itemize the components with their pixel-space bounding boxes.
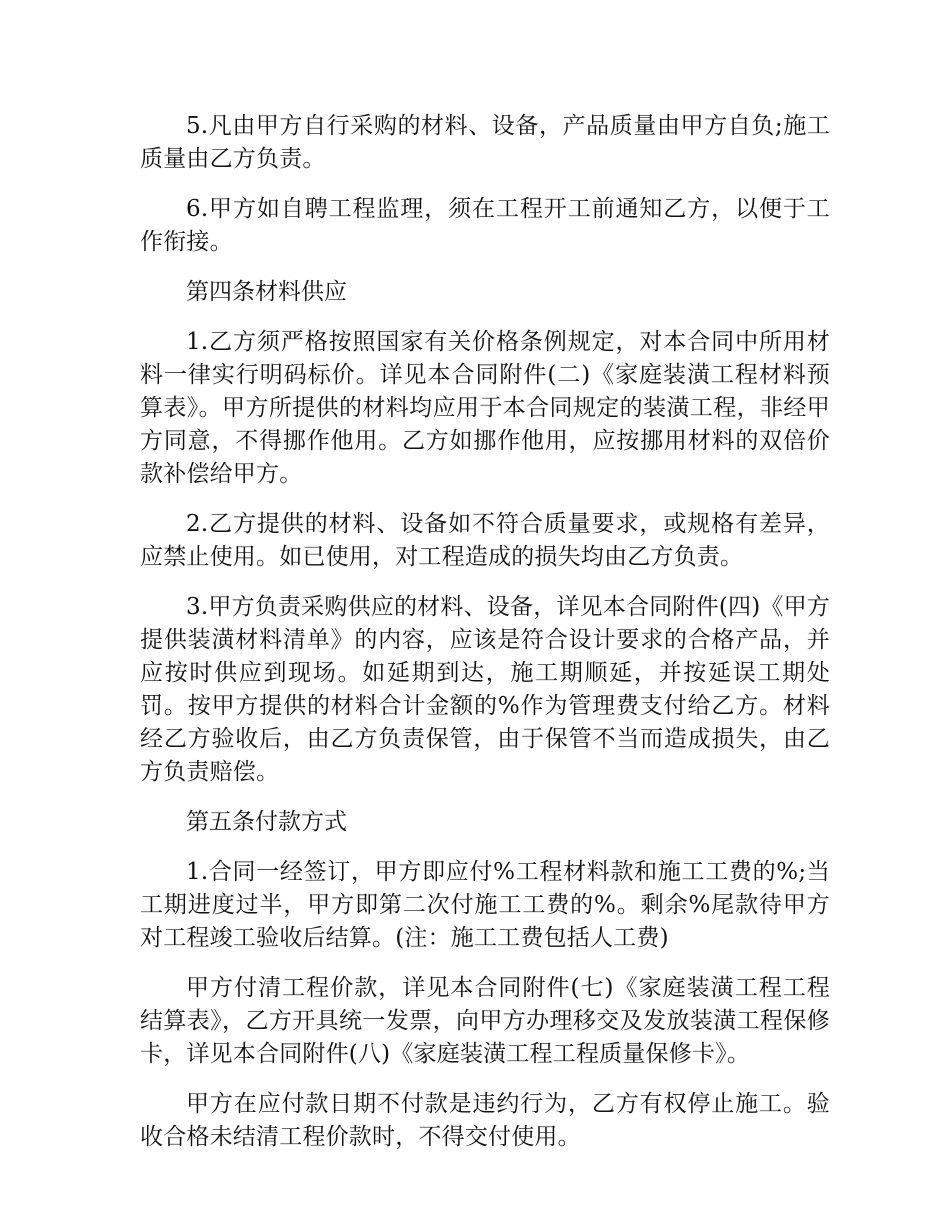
clause-paragraph: 甲方付清工程价款，详见本合同附件(七)《家庭装潢工程工程结算表》，乙方开具统一发票，向甲方办理移交及发放装潢工程保修卡，详见本合同附件(八)《家庭装潢工程工程质量保修卡》。 bbox=[140, 975, 830, 1067]
clause-paragraph: 甲方在应付款日期不付款是违约行为，乙方有权停止施工。验收合格未结清工程价款时，不得交付使用。 bbox=[140, 1091, 830, 1150]
section-heading: 第五条付款方式 bbox=[186, 809, 347, 835]
clause-paragraph: 1.乙方须严格按照国家有关价格条例规定，对本合同中所用材料一律实行明码标价。详见本合同附件(二)《家庭装潢工程材料预算表》。甲方所提供的材料均应用于本合同规定的装潢工程，非经甲方同意，不得挪作他用。乙方如挪作他用，应按挪用材料的双倍价款补偿给甲方。 bbox=[140, 329, 830, 487]
clause-paragraph: 5.凡由甲方自行采购的材料、设备，产品质量由甲方自负;施工质量由乙方负责。 bbox=[140, 113, 830, 172]
document-page bbox=[140, 110, 830, 1171]
clause-paragraph: 2.乙方提供的材料、设备如不符合质量要求，或规格有差异，应禁止使用。如已使用，对工程造成的损失均由乙方负责。 bbox=[140, 511, 830, 570]
clause-paragraph: 1.合同一经签订，甲方即应付%工程材料款和施工工费的%;当工期进度过半，甲方即第二次付施工工费的%。剩余%尾款待甲方对工程竣工验收后结算。(注：施工工费包括人工费) bbox=[140, 859, 830, 951]
clause-paragraph: 3.甲方负责采购供应的材料、设备，详见本合同附件(四)《甲方提供装潢材料清单》的内容，应该是符合设计要求的合格产品，并应按时供应到现场。如延期到达，施工期顺延，并按延误工期处罚。按甲方提供的材料合计金额的%作为管理费支付给乙方。材料经乙方验收后，由乙方负责保管，由于保管不当而造成损失，由乙方负责赔偿。 bbox=[140, 594, 830, 785]
section-heading: 第四条材料供应 bbox=[186, 279, 347, 305]
clause-paragraph: 6.甲方如自聘工程监理，须在工程开工前通知乙方，以便于工作衔接。 bbox=[140, 196, 830, 255]
